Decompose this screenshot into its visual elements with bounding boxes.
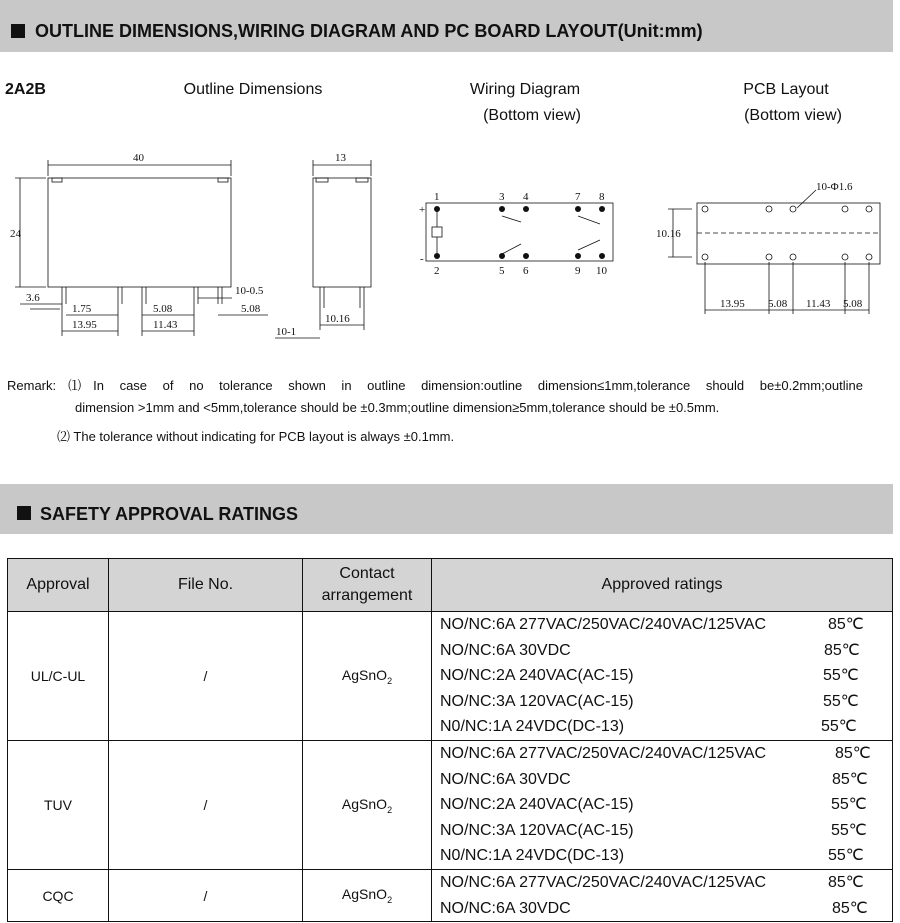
header-contact-line1: Contact [339, 565, 395, 582]
pcb-dim-13-95: 13.95 [720, 298, 745, 310]
rating-text: NO/NC:6A 30VDC [440, 899, 571, 917]
dim-pin-height: 3.6 [26, 292, 40, 304]
wiring-pin-3: 3 [499, 191, 505, 203]
approval-cell: UL/C-UL [8, 612, 109, 741]
rating-temp: 85℃ [835, 744, 871, 762]
contact-subscript: 2 [387, 804, 393, 815]
remark-line-1 [7, 375, 863, 394]
remark-2-text: The tolerance without indicating for PCB layout is always ±0.1mm. [73, 429, 455, 444]
pcb-dim-11-43: 11.43 [806, 298, 831, 310]
rating-temp: 55℃ [831, 821, 867, 839]
header-contact-line2: arrangement [321, 587, 413, 604]
rating-temp: 85℃ [824, 641, 860, 659]
rating-text: NO/NC:6A 30VDC [440, 770, 571, 788]
contact-cell [303, 612, 432, 741]
rating-text: NO/NC:2A 240VAC(AC-15) [440, 667, 634, 685]
rating-temp: 55℃ [831, 796, 867, 814]
rating-line [432, 818, 892, 844]
rating-line [432, 792, 892, 818]
section-title: SAFETY APPROVAL RATINGS [40, 504, 299, 524]
wiring-pin-9: 9 [575, 265, 581, 277]
table-header-row [8, 559, 893, 612]
dim-pin-size: 10-0.5 [235, 285, 264, 297]
wiring-pin-5: 5 [499, 265, 505, 277]
rating-text: NO/NC:6A 277VAC/250VAC/240VAC/125VAC [440, 616, 767, 633]
dim-pin-thick: 10-1 [276, 326, 297, 338]
rating-text: NO/NC:6A 30VDC [440, 641, 571, 659]
ratings-cell [432, 869, 893, 921]
header-ratings: Approved ratings [432, 559, 893, 612]
contact-subscript: 2 [387, 675, 393, 686]
contact-subscript: 2 [387, 894, 393, 905]
header-file-no: File No. [109, 559, 303, 612]
wiring-pin-4: 4 [523, 191, 529, 203]
table-row [8, 612, 893, 741]
table-row [8, 869, 893, 921]
rating-temp: 85℃ [828, 616, 864, 633]
ratings-cell [432, 612, 893, 741]
remark-1-text-a: In case of no tolerance shown in outline dimension:outline dimension≤1mm,tolerance should be±0.2mm;outline [93, 378, 863, 393]
file-no-cell: / [109, 612, 303, 741]
rating-temp: 85℃ [828, 873, 864, 891]
section-header-safety [0, 484, 893, 534]
dim-width: 40 [133, 152, 144, 164]
pcb-title: PCB Layout [743, 81, 829, 98]
wiring-pin-10: 10 [596, 265, 607, 277]
table-row [8, 740, 893, 869]
rating-text: N0/NC:1A 24VDC(DC-13) [440, 718, 625, 736]
rating-temp: 55℃ [828, 847, 864, 865]
rating-line [432, 638, 892, 664]
approval-cell: TUV [8, 740, 109, 869]
wiring-pin-7: 7 [575, 191, 581, 203]
rating-line [432, 612, 892, 638]
outline-title: Outline Dimensions [183, 81, 323, 98]
pcb-hole-spec: 10-Φ1.6 [816, 181, 853, 193]
file-no-cell: / [109, 740, 303, 869]
approval-cell: CQC [8, 869, 109, 921]
contact-material: AgSnO [341, 795, 388, 812]
header-approval: Approval [8, 559, 109, 612]
pcb-subtitle: (Bottom view) [744, 107, 842, 124]
remark-line-2 [57, 426, 454, 445]
dim-5-08-b: 5.08 [241, 303, 261, 315]
dim-5-08-a: 5.08 [153, 303, 173, 315]
section-title: OUTLINE DIMENSIONS,WIRING DIAGRAM AND PC BOARD LAYOUT(Unit:mm) [35, 21, 703, 41]
wiring-pin-1: 1 [434, 191, 440, 203]
rating-line [432, 843, 892, 869]
wiring-plus: + [419, 204, 426, 216]
dim-13-95: 13.95 [72, 319, 97, 331]
rating-line [432, 896, 892, 922]
pcb-layout [0, 0, 900, 360]
remark-1-text-b: dimension >1mm and <5mm,tolerance should be ±0.3mm;outline dimension≥5mm,tolerance should be ±0.5mm. [75, 400, 720, 415]
rating-temp: 85℃ [832, 899, 868, 917]
dim-11-43: 11.43 [153, 319, 178, 331]
contact-material: AgSnO [341, 666, 388, 683]
pcb-dim-5-08-b: 5.08 [843, 298, 863, 310]
remark-prefix: Remark: [7, 378, 57, 393]
rating-text: NO/NC:3A 120VAC(AC-15) [440, 821, 634, 839]
rating-text: NO/NC:6A 277VAC/250VAC/240VAC/125VAC [440, 744, 767, 762]
model-label: 2A2B [5, 81, 46, 98]
ratings-cell [432, 740, 893, 869]
contact-cell [303, 869, 432, 921]
rating-text: N0/NC:1A 24VDC(DC-13) [440, 847, 625, 865]
rating-text: NO/NC:3A 120VAC(AC-15) [440, 692, 634, 710]
contact-cell [303, 740, 432, 869]
wiring-pin-2: 2 [434, 265, 440, 277]
rating-line [432, 741, 892, 767]
rating-temp: 55℃ [821, 718, 857, 736]
wiring-pin-6: 6 [523, 265, 529, 277]
safety-ratings-table [7, 558, 893, 922]
remark-1-number: ⑴ [56, 378, 94, 393]
dim-height: 24 [10, 228, 21, 240]
remark-2-number: ⑵ [57, 429, 71, 444]
rating-text: NO/NC:2A 240VAC(AC-15) [440, 796, 634, 814]
rating-line [432, 689, 892, 715]
rating-text: NO/NC:6A 277VAC/250VAC/240VAC/125VAC [440, 873, 767, 891]
rating-temp: 55℃ [823, 692, 859, 710]
dim-10-16: 10.16 [325, 313, 350, 325]
rating-line [432, 767, 892, 793]
dim-depth: 13 [335, 152, 346, 164]
rating-line [432, 714, 892, 740]
rating-temp: 85℃ [832, 770, 868, 788]
rating-temp: 55℃ [823, 667, 859, 685]
dim-1-75: 1.75 [72, 303, 92, 315]
rating-line [432, 663, 892, 689]
section-bullet-icon [17, 506, 31, 520]
wiring-pin-8: 8 [599, 191, 605, 203]
wiring-subtitle: (Bottom view) [483, 107, 581, 124]
contact-material: AgSnO [341, 886, 388, 903]
header-contact [303, 559, 432, 612]
rating-line [432, 870, 892, 896]
pcb-dim-5-08-a: 5.08 [768, 298, 788, 310]
pcb-row-spacing: 10.16 [656, 228, 681, 240]
file-no-cell: / [109, 869, 303, 921]
wiring-minus: - [420, 253, 424, 265]
wiring-title: Wiring Diagram [469, 81, 581, 98]
